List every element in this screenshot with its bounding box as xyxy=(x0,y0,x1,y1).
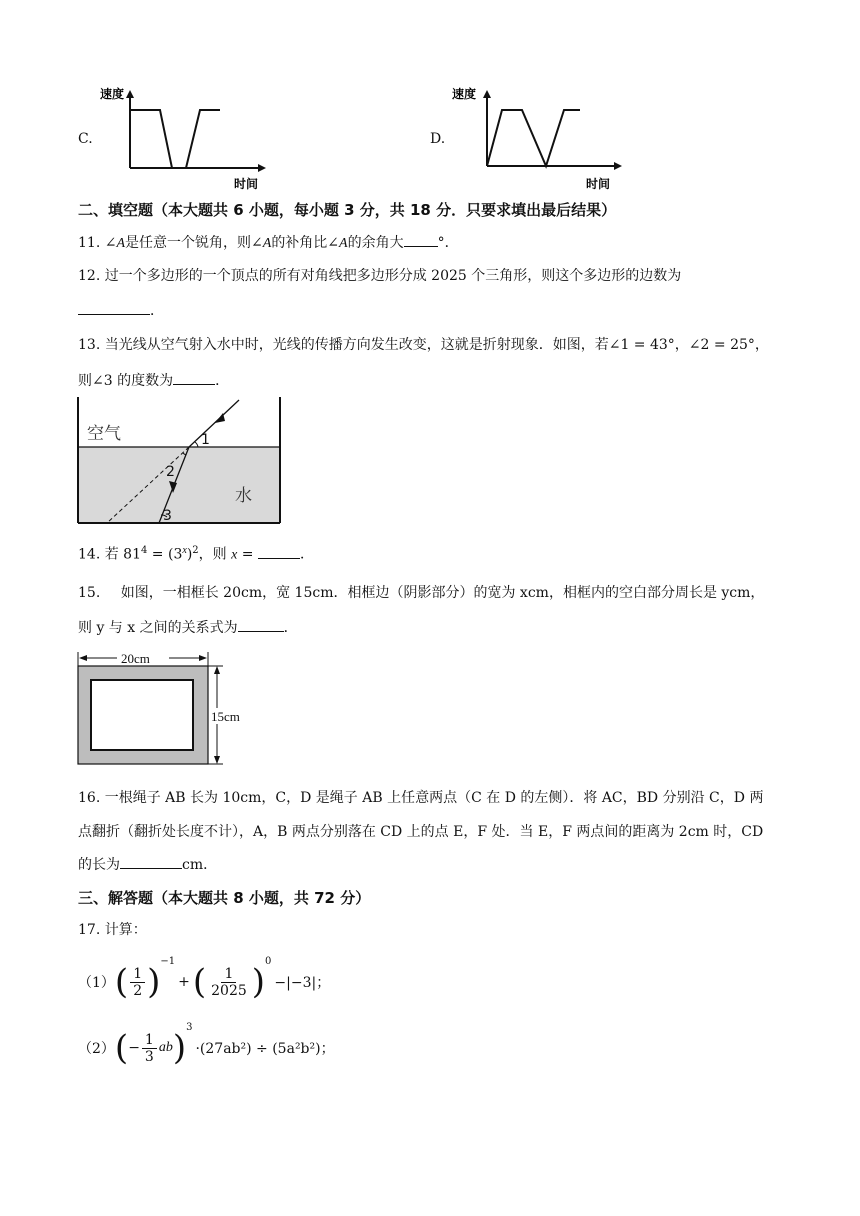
q14-text: = (3 xyxy=(147,546,183,563)
q11-answer-blank[interactable] xyxy=(404,232,438,247)
q12-text: 过一个多边形的一个顶点的所有对角线把多边形分成 2025 个三角形，则这个多边形的边数为 xyxy=(104,268,682,284)
q14-text: ，则 xyxy=(198,546,232,563)
question-13-line2 xyxy=(78,370,229,391)
numerator: 1 xyxy=(130,966,145,983)
frame-figure xyxy=(77,652,257,768)
y-axis-label: 速度 xyxy=(452,87,477,101)
option-d-graph xyxy=(442,82,632,192)
q14-exponent: 4 xyxy=(140,545,148,556)
q11-text: 是任意一个锐角，则∠ xyxy=(125,235,263,251)
q14-text: = xyxy=(237,546,258,563)
operator: − xyxy=(128,1040,140,1056)
q14-var: x xyxy=(231,547,238,563)
q11-var: A xyxy=(116,236,126,251)
angle-1-label: 1 xyxy=(201,432,210,448)
exponent: 0 xyxy=(265,956,272,967)
q16-line3-tail: cm． xyxy=(182,857,218,873)
operator: + xyxy=(178,974,190,990)
q13-line2-tail: ． xyxy=(215,373,230,389)
q15-line2-tail: ． xyxy=(283,620,298,636)
paren: ( xyxy=(192,962,207,1002)
q16-number: 16. xyxy=(78,790,101,806)
question-17 xyxy=(78,920,147,940)
section2-heading: 二、填空题（本大题共 6 小题，每小题 3 分，共 18 分．只要求填出最后结果） xyxy=(78,201,617,219)
q13-line2: 则∠3 的度数为 xyxy=(78,373,174,389)
x-axis-label: 时间 xyxy=(234,177,259,191)
q12-number: 12. xyxy=(78,268,101,284)
q17-part2-label: （2） xyxy=(78,1041,115,1057)
numerator: 1 xyxy=(221,966,236,983)
frame-width-label: 20cm xyxy=(121,652,150,666)
q14-text: 若 81 xyxy=(104,546,141,563)
option-c xyxy=(78,82,278,192)
option-c-graph xyxy=(88,82,278,192)
q11-var: A xyxy=(339,236,348,251)
x-axis-label: 时间 xyxy=(586,177,611,191)
q14-tail: ． xyxy=(299,546,314,563)
fraction xyxy=(208,966,250,999)
q15-answer-blank[interactable] xyxy=(238,617,284,632)
question-16-line3 xyxy=(78,854,217,875)
q12-answer-blank[interactable] xyxy=(78,300,150,315)
q15-number: 15. xyxy=(78,585,101,601)
q17-number: 17. xyxy=(78,922,101,938)
paren: ( xyxy=(114,1028,129,1068)
q14-answer-blank[interactable] xyxy=(258,544,300,559)
q13-text: 当光线从空气射入水中时，光线的传播方向发生改变，这就是折射现象．如图，若∠1 = 43°，∠2 = 25°， xyxy=(104,337,769,353)
q17-part2 xyxy=(78,1020,335,1076)
frame-height-label: 15cm xyxy=(211,709,240,724)
denominator: 2025 xyxy=(211,982,247,999)
numerator: 1 xyxy=(142,1032,157,1049)
q17-part1-label: （1） xyxy=(78,975,115,991)
question-16-line2: 点翻折（翻折处长度不计），A，B 两点分别落在 CD 上的点 E，F 处．当 E，F 两点间的距离为 2cm 时，CD xyxy=(78,824,764,840)
q11-angle-symbol: ∠ xyxy=(104,235,117,251)
y-axis-label: 速度 xyxy=(100,87,125,101)
q17-part1-tail: −|−3|； xyxy=(274,975,331,991)
section3-heading: 三、解答题（本大题共 8 小题，共 72 分） xyxy=(78,889,371,907)
paren: ) xyxy=(251,962,266,1002)
exponent: 3 xyxy=(186,1022,193,1033)
option-d-label: D. xyxy=(430,131,446,147)
q13-answer-blank[interactable] xyxy=(173,370,215,385)
q16-line1: 一根绳子 AB 长为 10cm，C，D 是绳子 AB 上任意两点（C 在 D 的左侧）．将 AC，BD 分别沿 C，D 两 xyxy=(104,790,764,806)
fraction xyxy=(142,1032,157,1065)
option-d xyxy=(430,82,630,192)
fraction xyxy=(130,966,145,999)
q14-number: 14. xyxy=(78,546,101,563)
refraction-figure xyxy=(77,397,283,525)
q11-var: A xyxy=(262,236,272,251)
q11-text: 的余角大 xyxy=(347,235,404,251)
question-14 xyxy=(78,541,314,566)
question-12 xyxy=(78,266,681,286)
q14-exponent: 2 xyxy=(192,545,199,556)
angle-2-label: 2 xyxy=(166,464,175,480)
q12-tail: ． xyxy=(150,303,164,319)
q16-answer-blank[interactable] xyxy=(120,854,182,869)
question-16 xyxy=(78,788,763,808)
question-12-line2 xyxy=(78,300,164,321)
q17-part1 xyxy=(78,954,330,1010)
q14-exponent: x xyxy=(182,545,187,556)
paren: ) xyxy=(147,962,161,1002)
paren: ) xyxy=(172,1028,187,1068)
question-13 xyxy=(78,335,769,355)
q11-number: 11. xyxy=(78,235,101,251)
question-15 xyxy=(78,583,764,603)
option-c-label: C. xyxy=(78,131,93,147)
denominator: 3 xyxy=(144,1048,154,1065)
q17-text: 计算： xyxy=(104,922,147,938)
angle-3-label: 3 xyxy=(163,508,172,524)
question-11 xyxy=(78,232,459,254)
exponent: −1 xyxy=(160,956,176,967)
q15-line2: 则 y 与 x 之间的关系式为 xyxy=(78,620,238,636)
q17-part2-rest: ·(27ab²) ÷ (5a²b²)； xyxy=(195,1041,335,1057)
q15-line1: 如图，一相框长 20cm，宽 15cm．相框边（阴影部分）的宽为 xcm，相框内的空白部分周长是 ycm， xyxy=(120,585,765,601)
q11-text: °． xyxy=(437,235,459,251)
q16-line3: 的长为 xyxy=(78,857,120,873)
q14-text: ) xyxy=(186,546,193,563)
water-label: 水 xyxy=(235,486,252,506)
q17-var: ab xyxy=(158,1040,173,1055)
air-label: 空气 xyxy=(87,424,121,444)
question-15-line2 xyxy=(78,617,298,638)
paren: ( xyxy=(114,962,129,1002)
q13-number: 13. xyxy=(78,337,101,353)
q11-text: 的补角比∠ xyxy=(271,235,340,251)
denominator: 2 xyxy=(133,982,143,999)
